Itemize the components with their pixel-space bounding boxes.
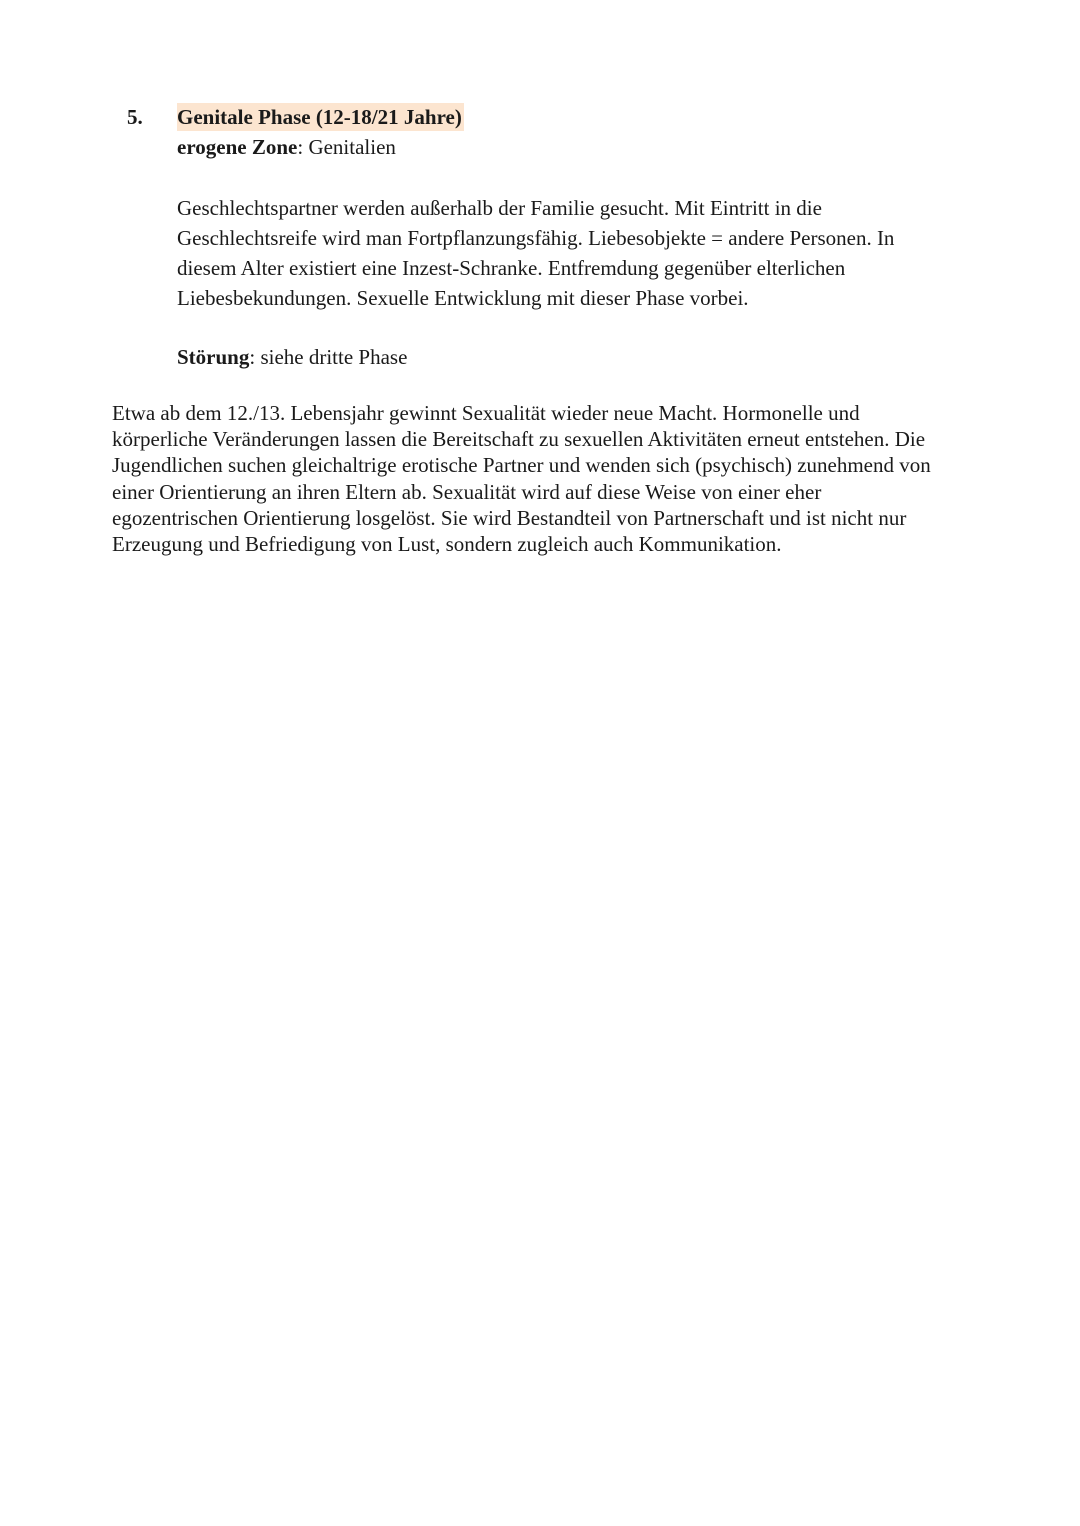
- body-paragraph-line: Jugendlichen suchen gleichaltrige erotische Partner und wenden sich (psychisch) zunehmend von: [112, 453, 931, 478]
- phase-description-line: Geschlechtsreife wird man Fortpflanzungsfähig. Liebesobjekte = andere Personen. In: [177, 226, 895, 250]
- body-paragraph-line: Erzeugung und Befriedigung von Lust, sondern zugleich auch Kommunikation.: [112, 532, 782, 557]
- disorder-value: siehe dritte Phase: [260, 345, 408, 369]
- phase-description-line: Geschlechtspartner werden außerhalb der Familie gesucht. Mit Eintritt in die: [177, 196, 822, 220]
- erogenous-zone-line: [177, 133, 396, 161]
- body-paragraph: [112, 400, 992, 557]
- disorder-separator: :: [249, 345, 261, 369]
- zone-separator: :: [297, 135, 309, 159]
- section-title: Genitale Phase (12-18/21 Jahre): [177, 105, 462, 129]
- zone-label: erogene Zone: [177, 135, 298, 159]
- zone-value: Genitalien: [308, 135, 396, 159]
- phase-description-line: Liebesbekundungen. Sexuelle Entwicklung mit dieser Phase vorbei.: [177, 286, 749, 310]
- phase-description: [177, 193, 947, 313]
- disorder-line: [177, 343, 407, 371]
- body-paragraph-line: egozentrischen Orientierung losgelöst. Sie wird Bestandteil von Partnerschaft und ist nicht nur: [112, 505, 907, 530]
- section-heading: [127, 103, 464, 131]
- phase-description-line: diesem Alter existiert eine Inzest-Schranke. Entfremdung gegenüber elterlichen: [177, 256, 846, 280]
- body-paragraph-line: Etwa ab dem 12./13. Lebensjahr gewinnt Sexualität wieder neue Macht. Hormonelle und: [112, 401, 860, 425]
- section-number: 5.: [127, 105, 143, 129]
- disorder-label: Störung: [177, 345, 250, 369]
- body-paragraph-line: einer Orientierung an ihren Eltern ab. Sexualität wird auf diese Weise von einer eher: [112, 479, 822, 504]
- body-paragraph-line: körperliche Veränderungen lassen die Bereitschaft zu sexuellen Aktivitäten erneut entstehen. Die: [112, 427, 926, 452]
